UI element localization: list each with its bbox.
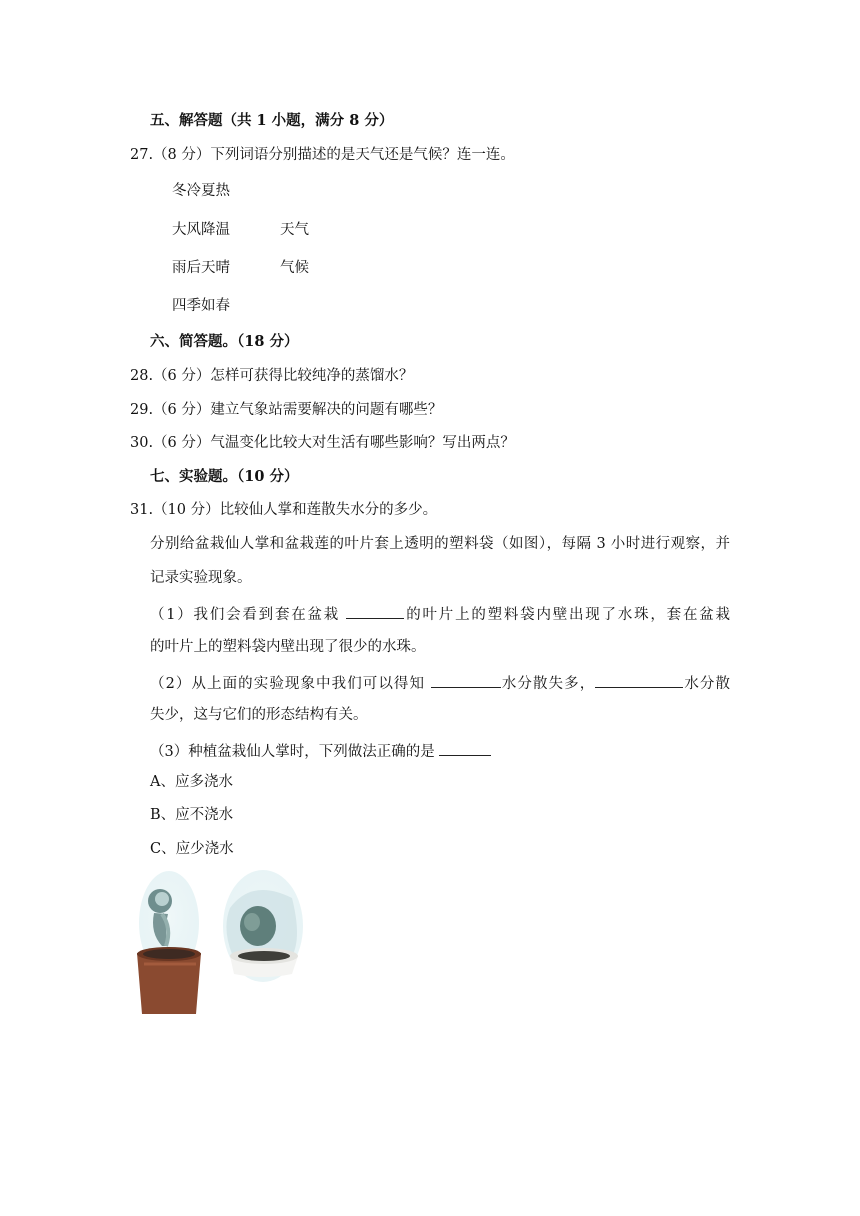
part2-text-c: 水分散: [683, 676, 731, 692]
part1-text-a: （1）我们会看到套在盆栽: [150, 607, 347, 623]
question-31-part2-line2: 失少，这与它们的形态结构有关。: [150, 707, 368, 723]
question-29: 29.（6 分）建立气象站需要解决的问题有哪些？: [130, 402, 443, 418]
part3-text: （3）种植盆栽仙人掌时，下列做法正确的是: [150, 744, 440, 760]
question-31-part1-line2: 的叶片上的塑料袋内壁出现了很少的水珠。: [150, 639, 426, 655]
question-28: 28.（6 分）怎样可获得比较纯净的蒸馏水？: [130, 368, 414, 384]
section-heading-5: 五、解答题（共 1 小题，满分 8 分）: [150, 112, 394, 129]
match-left-item-1: 冬冷夏热: [172, 183, 230, 199]
question-27-stem: 27.（8 分）下列词语分别描述的是天气还是气候？连一连。: [130, 147, 515, 163]
part2-text-a: （2）从上面的实验现象中我们可以得知: [150, 676, 431, 692]
question-31-part2-line1: [150, 673, 730, 693]
experiment-figure: [132, 868, 307, 1020]
match-left-item-4: 四季如春: [172, 298, 230, 314]
question-31-intro-line1: 分别给盆栽仙人掌和盆栽莲的叶片套上透明的塑料袋（如图），每隔 3 小时进行观察，并: [150, 536, 730, 552]
answer-blank-2[interactable]: [431, 673, 501, 688]
section-heading-7: 七、实验题。（10 分）: [150, 468, 299, 485]
section-heading-6: 六、简答题。（18 分）: [150, 333, 299, 350]
match-right-item-1: 天气: [280, 222, 309, 238]
option-c: C、应少浇水: [150, 841, 234, 857]
question-31-intro-line2: 记录实验现象。: [150, 570, 252, 586]
lotus-pot-figure: [223, 870, 303, 982]
part1-text-b: 的叶片上的塑料袋内壁出现了水珠，套在盆栽: [404, 607, 731, 623]
answer-blank-3[interactable]: [595, 673, 683, 688]
match-left-item-2: 大风降温: [172, 222, 230, 238]
option-a: A、应多浇水: [150, 774, 233, 790]
question-30: 30.（6 分）气温变化比较大对生活有哪些影响？写出两点？: [130, 435, 515, 451]
match-left-item-3: 雨后天晴: [172, 260, 230, 276]
question-31-stem: 31.（10 分）比较仙人掌和莲散失水分的多少。: [130, 502, 438, 518]
option-b: B、应不浇水: [150, 807, 234, 823]
question-31-part3: [150, 741, 491, 761]
part2-text-b: 水分散失多，: [500, 676, 596, 692]
match-right-item-2: 气候: [280, 260, 309, 276]
answer-blank-1[interactable]: [346, 604, 404, 619]
answer-blank-4[interactable]: [439, 741, 491, 756]
cactus-pot-figure: [137, 871, 201, 1014]
question-31-part1-line1: [150, 604, 730, 624]
